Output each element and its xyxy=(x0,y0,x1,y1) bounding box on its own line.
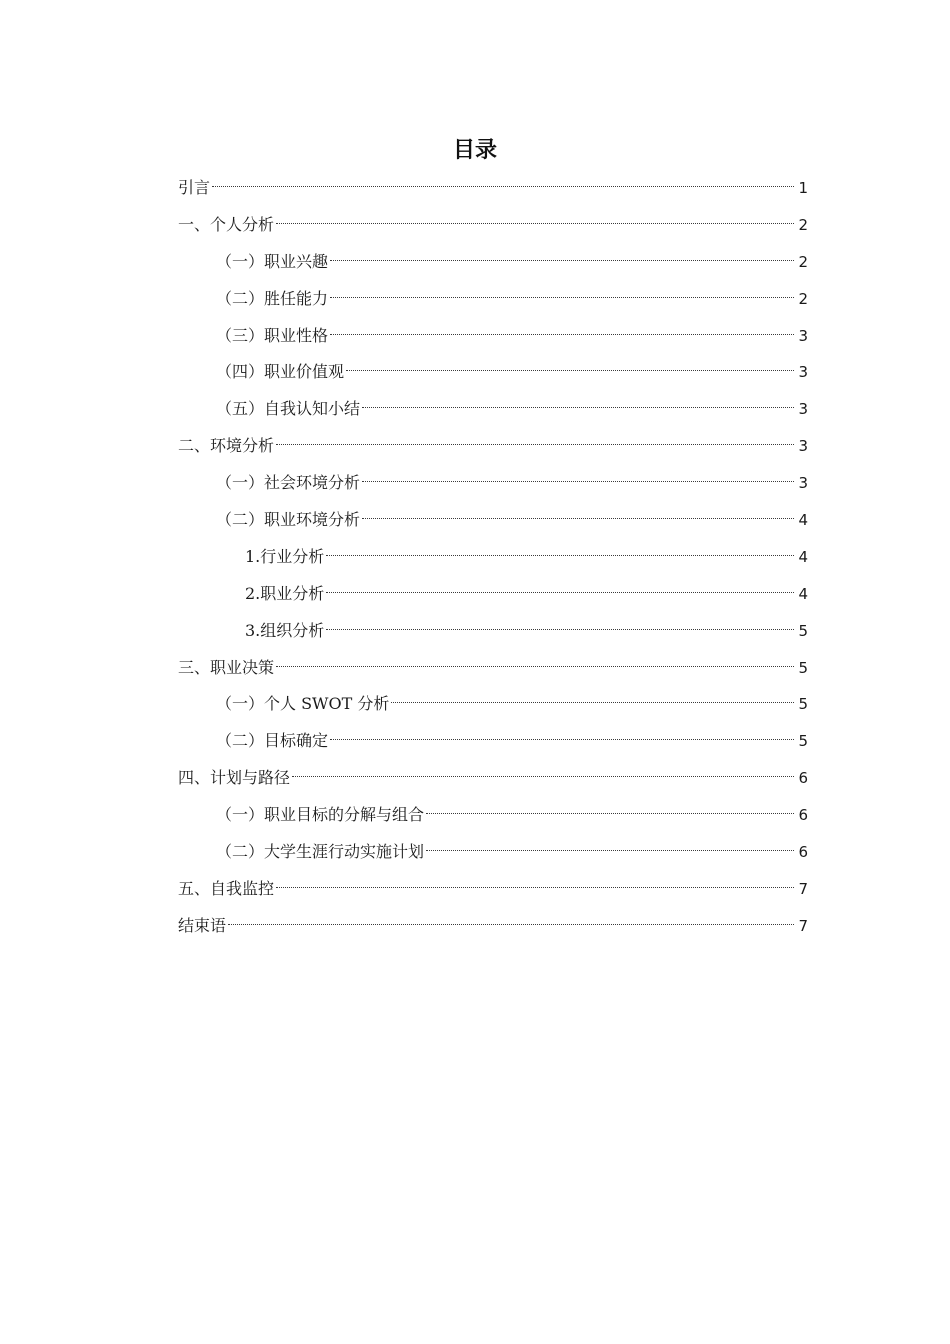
toc-dot-leader xyxy=(326,629,794,630)
toc-page-number: 7 xyxy=(798,879,808,898)
toc-page-number: 5 xyxy=(798,621,808,640)
toc-dot-leader xyxy=(276,666,794,667)
toc-page-number: 5 xyxy=(798,695,808,714)
toc-entry-text: 1.行业分析 xyxy=(245,546,325,566)
toc-entry[interactable] xyxy=(178,760,808,797)
toc-page-number: 3 xyxy=(798,437,808,456)
toc-entry-text: （一）职业兴趣 xyxy=(216,251,329,271)
toc-entry[interactable] xyxy=(178,428,808,465)
toc-entry[interactable] xyxy=(178,908,808,945)
toc-entry-text: （二）目标确定 xyxy=(216,731,329,751)
toc-entry-text: 一、个人分析 xyxy=(178,214,275,234)
toc-dot-leader xyxy=(276,887,794,888)
toc-entry[interactable] xyxy=(178,650,808,687)
toc-entry[interactable] xyxy=(178,539,808,576)
toc-page-number: 4 xyxy=(798,547,808,566)
toc-dot-leader xyxy=(330,739,794,740)
toc-entry-text: （五）自我认知小结 xyxy=(216,399,361,419)
toc-entry[interactable] xyxy=(178,281,808,318)
toc-page-number: 2 xyxy=(798,215,808,234)
toc-dot-leader xyxy=(326,592,794,593)
toc-entry-text: （一）个人 SWOT 分析 xyxy=(216,694,390,714)
toc-dot-leader xyxy=(346,370,794,371)
toc-page-number: 6 xyxy=(798,843,808,862)
toc-entry-text: （二）大学生涯行动实施计划 xyxy=(216,842,425,862)
toc-entry[interactable] xyxy=(178,797,808,834)
toc-page-number: 5 xyxy=(798,658,808,677)
toc-dot-leader xyxy=(330,334,794,335)
toc-dot-leader xyxy=(362,481,794,482)
toc-page-number: 4 xyxy=(798,511,808,530)
toc-dot-leader xyxy=(330,297,794,298)
toc-entry[interactable] xyxy=(178,686,808,723)
toc-page-number: 2 xyxy=(798,289,808,308)
toc-entry[interactable] xyxy=(178,834,808,871)
toc-page-number: 6 xyxy=(798,769,808,788)
toc-entry[interactable] xyxy=(178,207,808,244)
toc-dot-leader xyxy=(276,223,794,224)
toc-page-number: 7 xyxy=(798,916,808,935)
toc-page-number: 1 xyxy=(798,179,808,197)
toc-dot-leader xyxy=(426,813,794,814)
toc-entry-text: 三、职业决策 xyxy=(178,657,275,677)
toc-dot-leader xyxy=(426,850,794,851)
toc-entry-text: 2.职业分析 xyxy=(245,583,325,603)
toc-dot-leader xyxy=(330,260,794,261)
toc-dot-leader xyxy=(212,186,794,187)
toc-entry[interactable] xyxy=(178,465,808,502)
toc-entry[interactable] xyxy=(178,170,808,207)
toc-entry[interactable] xyxy=(178,318,808,355)
toc-dot-leader xyxy=(228,924,794,925)
toc-entry-text: 3.组织分析 xyxy=(245,620,325,640)
toc-page-number: 6 xyxy=(798,806,808,825)
toc-page-number: 3 xyxy=(798,326,808,345)
toc-dot-leader xyxy=(362,518,794,519)
toc-entry-text: 五、自我监控 xyxy=(178,878,275,898)
toc-dot-leader xyxy=(362,407,794,408)
toc-dot-leader xyxy=(276,444,794,445)
toc-entry-text: （二）胜任能力 xyxy=(216,288,329,308)
toc-entry-text: 二、环境分析 xyxy=(178,436,275,456)
toc-entry-text: （三）职业性格 xyxy=(216,325,329,345)
toc-dot-leader xyxy=(326,555,794,556)
toc-entry[interactable] xyxy=(178,391,808,428)
toc-entry-text: （二）职业环境分析 xyxy=(216,510,361,530)
toc-entry-text: （一）职业目标的分解与组合 xyxy=(216,805,425,825)
toc-entry[interactable] xyxy=(178,244,808,281)
toc-page-number: 3 xyxy=(798,363,808,382)
toc-entry-text: 引言 xyxy=(178,178,211,197)
toc-entry-text: 四、计划与路径 xyxy=(178,768,291,788)
toc-entry-text: 结束语 xyxy=(178,915,227,935)
toc-list xyxy=(178,170,808,945)
toc-page-number: 3 xyxy=(798,400,808,419)
toc-entry[interactable] xyxy=(178,613,808,650)
toc-page-number: 2 xyxy=(798,252,808,271)
toc-entry-text: （四）职业价值观 xyxy=(216,362,345,382)
toc-entry[interactable] xyxy=(178,723,808,760)
toc-entry[interactable] xyxy=(178,354,808,391)
toc-page-number: 3 xyxy=(798,474,808,493)
toc-page-number: 4 xyxy=(798,584,808,603)
toc-dot-leader xyxy=(391,702,794,703)
toc-entry-text: （一）社会环境分析 xyxy=(216,473,361,493)
toc-entry[interactable] xyxy=(178,576,808,613)
toc-entry[interactable] xyxy=(178,502,808,539)
toc-entry[interactable] xyxy=(178,871,808,908)
toc-title: 目录 xyxy=(452,138,497,163)
toc-page-number: 5 xyxy=(798,732,808,751)
toc-dot-leader xyxy=(292,776,794,777)
